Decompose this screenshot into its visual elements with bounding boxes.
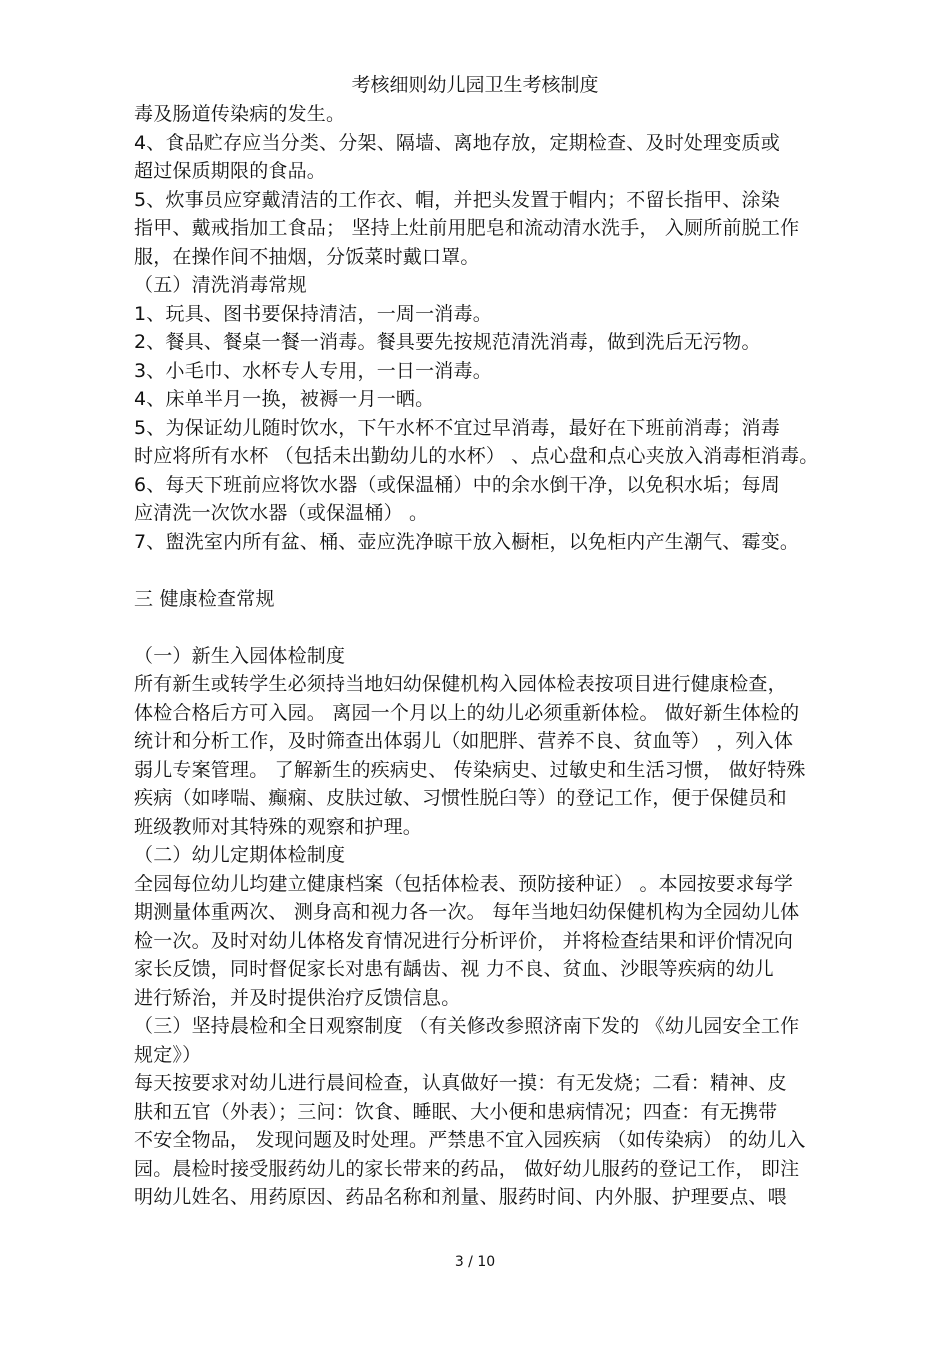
text-line: 2、餐具、餐桌一餐一消毒。餐具要先按规范清洗消毒，做到洗后无污物。 xyxy=(134,331,761,353)
text-line: 1、玩具、图书要保持清洁，一周一消毒。 xyxy=(134,302,492,325)
text-line: 4、食品贮存应当分类、分架、隔墙、离地存放，定期检查、及时处理变质或 xyxy=(134,131,780,154)
text-line: 弱儿专案管理。 了解新生的疾病史、 传染病史、过敏史和生活习惯， 做好特殊 xyxy=(134,758,806,781)
text-line: （二）幼儿定期体检制度 xyxy=(134,844,346,866)
text-line: 班级教师对其特殊的观察和护理。 xyxy=(134,815,423,838)
text-line: 时应将所有水杯 （包括未出勤幼儿的水杯） 、点心盘和点心夹放入消毒柜消毒。 xyxy=(134,445,819,467)
text-line: 全园每位幼儿均建立健康档案（包括体检表、预防接种证） 。本园按要求每学 xyxy=(134,872,794,895)
text-line: 统计和分析工作，及时筛查出体弱儿（如肥胖、营养不良、贫血等） ，列入体 xyxy=(134,730,794,752)
blank-line xyxy=(134,556,894,585)
text-line: 不安全物品， 发现问题及时处理。严禁患不宜入园疾病 （如传染病） 的幼儿入 xyxy=(134,1129,806,1151)
text-line: 期测量体重两次、 测身高和视力各一次。 每年当地妇幼保健机构为全园幼儿体 xyxy=(134,901,800,923)
text-line: （一）新生入园体检制度 xyxy=(134,644,346,667)
text-line: 进行矫治，并及时提供治疗反馈信息。 xyxy=(134,986,461,1009)
text-line: 体检合格后方可入园。 离园一个月以上的幼儿必须重新体检。 做好新生体检的 xyxy=(134,701,800,724)
text-line: 6、每天下班前应将饮水器（或保温桶）中的余水倒干净，以免积水垢；每周 xyxy=(134,473,780,496)
text-line: 3、小毛巾、水杯专人专用，一日一消毒。 xyxy=(134,359,492,382)
document-body xyxy=(134,100,894,1212)
text-line: 所有新生或转学生必须持当地妇幼保健机构入园体检表按项目进行健康检查， xyxy=(134,673,787,695)
text-line: （三）坚持晨检和全日观察制度 （有关修改参照济南下发的 《幼儿园安全工作 xyxy=(134,1015,800,1037)
text-line: 每天按要求对幼儿进行晨间检查，认真做好一摸：有无发烧；二看：精神、皮 xyxy=(134,1072,787,1094)
text-line: 肤和五官（外表）；三问：饮食、睡眠、大小便和患病情况；四查：有无携带 xyxy=(134,1100,778,1123)
text-line: 家长反馈，同时督促家长对患有龋齿、视 力不良、贫血、沙眼等疾病的幼儿 xyxy=(134,958,774,980)
text-line: 毒及肠道传染病的发生。 xyxy=(134,103,346,125)
text-line: （五）清洗消毒常规 xyxy=(134,274,307,296)
text-line: 园。晨检时接受服药幼儿的家长带来的药品， 做好幼儿服药的登记工作， 即注 xyxy=(134,1157,800,1180)
text-line: 指甲、戴戒指加工食品； 坚持上灶前用肥皂和流动清水洗手， 入厕所前脱工作 xyxy=(134,217,800,239)
text-line: 应清洗一次饮水器（或保温桶） 。 xyxy=(134,502,429,524)
text-line: 5、炊事员应穿戴清洁的工作衣、帽，并把头发置于帽内；不留长指甲、涂染 xyxy=(134,188,780,211)
text-line: 疾病（如哮喘、癫痫、皮肤过敏、习惯性脱臼等）的登记工作，便于保健员和 xyxy=(134,787,787,809)
text-line: 明幼儿姓名、用药原因、药品名称和剂量、服药时间、内外服、护理要点、喂 xyxy=(134,1186,787,1208)
text-line: 5、为保证幼儿随时饮水，下午水杯不宜过早消毒，最好在下班前消毒；消毒 xyxy=(134,416,780,439)
page-title: 考核细则幼儿园卫生考核制度 xyxy=(351,74,599,96)
text-line: 4、床单半月一换，被褥一月一晒。 xyxy=(134,388,435,410)
text-line: 超过保质期限的食品。 xyxy=(134,160,327,182)
page-number: 3 / 10 xyxy=(454,1254,496,1270)
text-line: 规定》） xyxy=(134,1043,202,1066)
text-line: 7、盥洗室内所有盆、桶、壶应洗净晾干放入橱柜，以免柜内产生潮气、霉变。 xyxy=(134,530,800,553)
text-line: 检一次。及时对幼儿体格发育情况进行分析评价， 并将检查结果和评价情况向 xyxy=(134,929,794,952)
text-line: 三 健康检查常规 xyxy=(134,587,275,610)
blank-line xyxy=(134,613,894,642)
text-line: 服，在操作间不抽烟，分饭菜时戴口罩。 xyxy=(134,245,480,268)
